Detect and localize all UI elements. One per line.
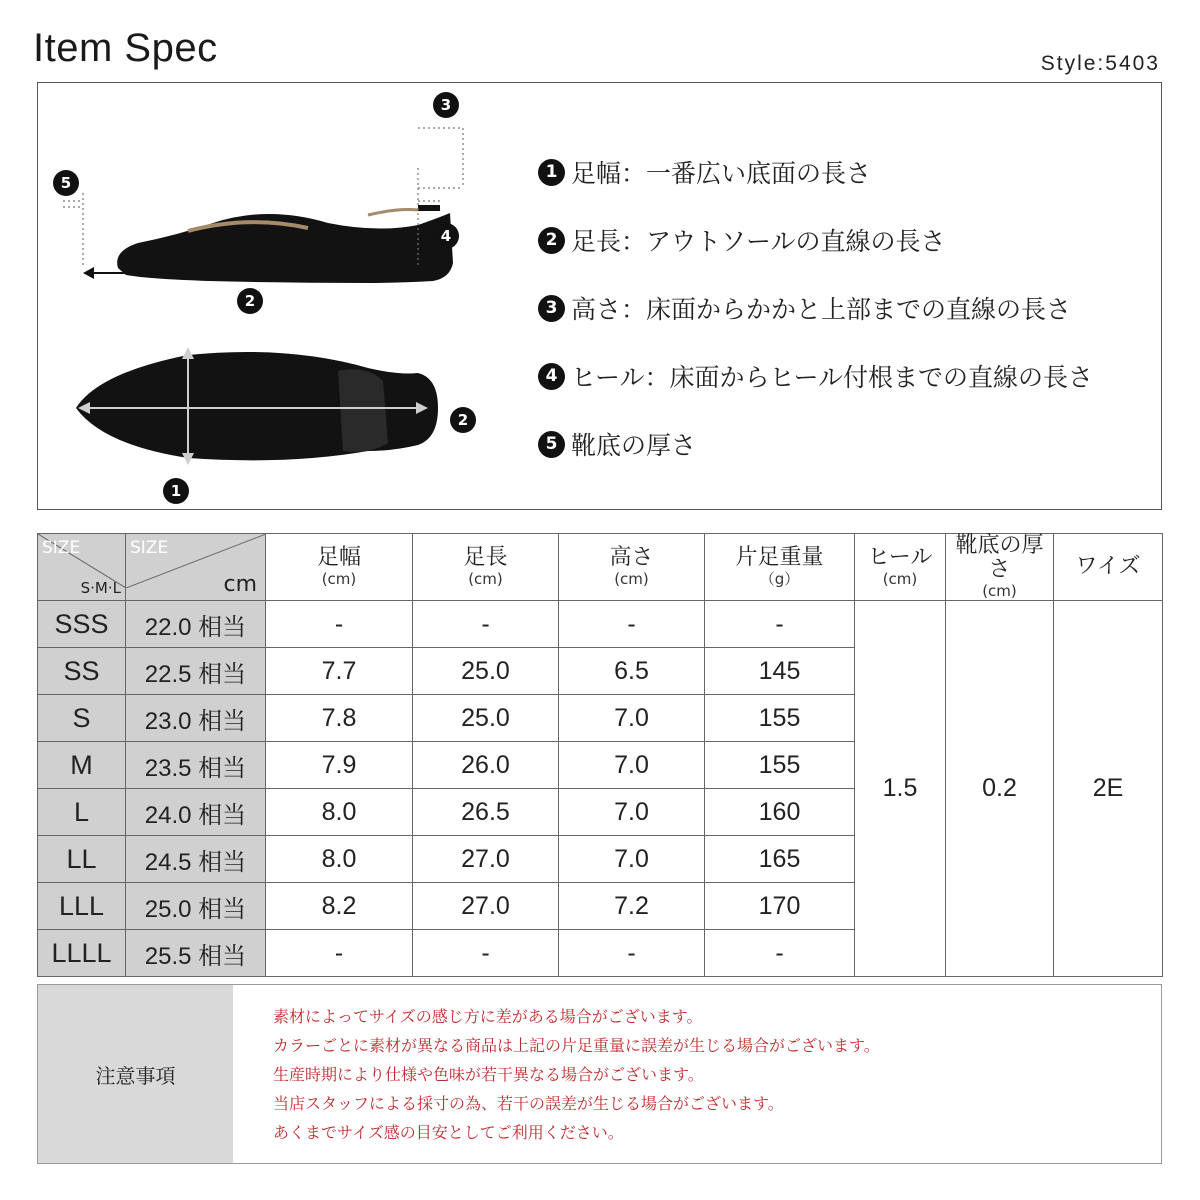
table-row: L 24.0 相当 8.0 26.5 7.0 160: [38, 789, 1163, 836]
spec-diagram-panel: [37, 82, 1162, 510]
notes-panel: [37, 984, 1162, 1164]
marker-2a: 2: [244, 292, 256, 310]
header-length: 足長 (cm): [413, 534, 559, 601]
note-line: 素材によってサイズの感じ方に差がある場合がございます。: [273, 1007, 703, 1026]
header-weight: 片足重量 （g）: [705, 534, 855, 601]
table-row: SSS 22.0 相当 - - - - 1.5 0.2 2E: [38, 601, 1163, 648]
table-row: SS 22.5 相当 7.7 25.0 6.5 145: [38, 648, 1163, 695]
size-table: [37, 533, 1163, 977]
shoe-diagram: [38, 83, 518, 511]
wise-value: 2E: [1054, 601, 1163, 977]
table-row: LLL 25.0 相当 8.2 27.0 7.2 170: [38, 883, 1163, 930]
number-icon: 4: [538, 363, 565, 390]
legend-item: 1 足幅：一番広い底面の長さ: [538, 138, 1093, 206]
marker-4: 4: [440, 227, 452, 245]
measurement-legend: [538, 138, 1093, 478]
table-row: S 23.0 相当 7.8 25.0 7.0 155: [38, 695, 1163, 742]
shoe-sole-illustration: [76, 347, 438, 465]
note-line: カラーごとに素材が異なる商品は上記の片足重量に誤差が生じる場合がございます。: [273, 1036, 880, 1055]
marker-5: 5: [60, 174, 72, 192]
number-icon: 3: [538, 295, 565, 322]
table-row: LL 24.5 相当 8.0 27.0 7.0 165: [38, 836, 1163, 883]
legend-item: 5 靴底の厚さ: [538, 410, 1093, 478]
sole-value: 0.2: [946, 601, 1054, 977]
header-height: 高さ (cm): [559, 534, 705, 601]
page-title: Item Spec: [33, 26, 218, 70]
legend-item: 4 ヒール：床面からヒール付根までの直線の長さ: [538, 342, 1093, 410]
legend-item: 2 足長：アウトソールの直線の長さ: [538, 206, 1093, 274]
note-line: 当店スタッフによる採寸の為、若干の誤差が生じる場合がございます。: [273, 1094, 784, 1113]
number-icon: 1: [538, 159, 565, 186]
shoe-side-illustration: [117, 205, 453, 283]
size-sml-header: SIZE S·M·L: [38, 534, 126, 601]
table-header-row: [38, 534, 1163, 601]
heel-value: 1.5: [855, 601, 946, 977]
legend-item: 3 高さ：床面からかかと上部までの直線の長さ: [538, 274, 1093, 342]
number-icon: 5: [538, 431, 565, 458]
style-number: Style:5403: [1040, 52, 1160, 75]
marker-2b: 2: [457, 411, 469, 429]
notes-body: [233, 985, 1161, 1163]
header-wise: ワイズ: [1054, 534, 1163, 601]
table-row: LLLL 25.5 相当 - - - -: [38, 930, 1163, 977]
note-line: あくまでサイズ感の目安としてご利用ください。: [273, 1123, 624, 1142]
marker-3: 3: [440, 96, 452, 114]
header-sole: 靴底の厚さ (cm): [946, 534, 1054, 601]
number-icon: 2: [538, 227, 565, 254]
size-cm-header: SIZE cm: [126, 534, 266, 601]
table-row: M 23.5 相当 7.9 26.0 7.0 155: [38, 742, 1163, 789]
note-line: 生産時期により仕様や色味が若干異なる場合がございます。: [273, 1065, 704, 1084]
notes-label: 注意事項: [38, 985, 233, 1163]
header-width: 足幅 (cm): [266, 534, 413, 601]
marker-1: 1: [170, 482, 182, 500]
header-heel: ヒール (cm): [855, 534, 946, 601]
